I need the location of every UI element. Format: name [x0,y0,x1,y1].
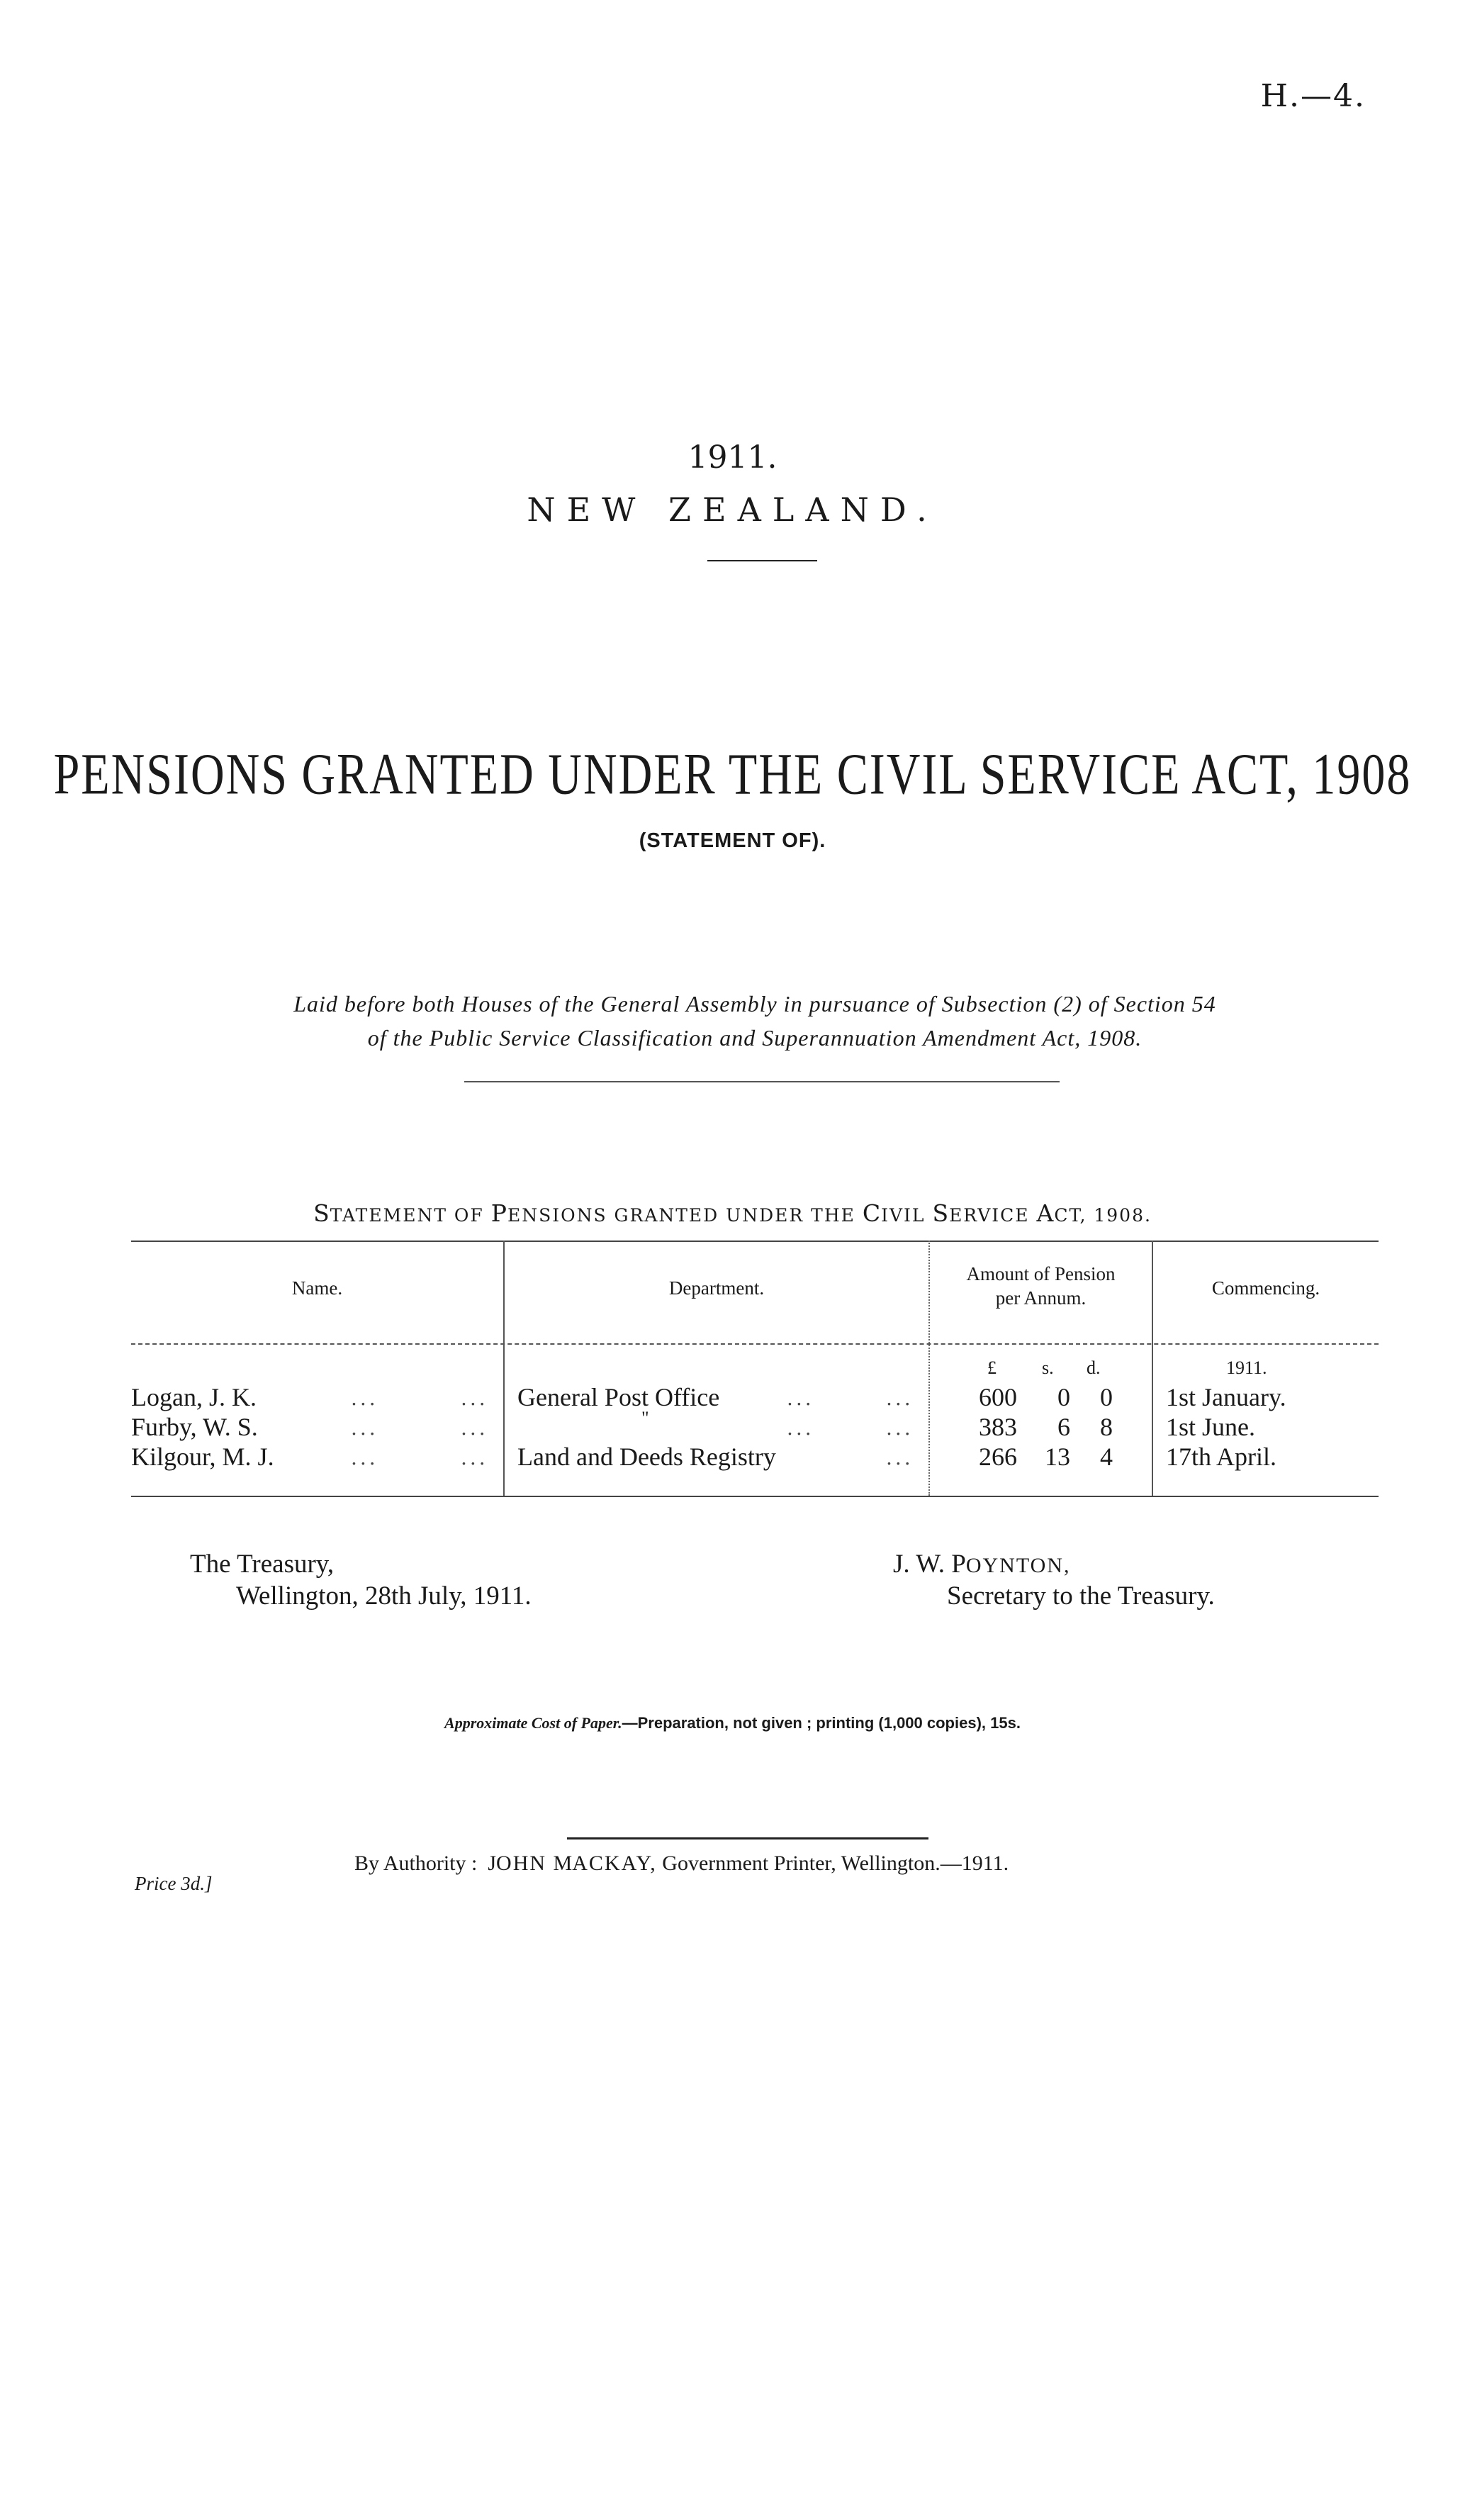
document-subtitle: (STATEMENT OF). [639,829,826,852]
cost-of-paper-note: Approximate Cost of Paper.—Preparation, not given ; printing (1,000 copies), 15s. [444,1714,1021,1732]
unit-pence: d. [1087,1357,1101,1378]
leader-dots: ... [351,1416,378,1440]
price-note: Price 3d.] [135,1873,213,1894]
amount-pounds: 600 [979,1383,1017,1411]
document-title: PENSIONS GRANTED UNDER THE CIVIL SERVICE ACT, 1908 [53,741,1412,807]
commencing-date: 1st January. [1166,1383,1286,1411]
commencing-date: 17th April. [1166,1443,1277,1471]
commencing-date: 1st June. [1166,1413,1255,1441]
leader-dots: ... [461,1387,488,1410]
header-name: Name. [291,1277,343,1299]
table-title: STATEMENT OF PENSIONS GRANTED UNDER THE CIVIL SERVICE ACT, 1908. [313,1199,1152,1227]
country-heading: NEW ZEALAND. [527,491,938,529]
amount-shillings: 6 [1057,1413,1070,1441]
leader-dots: ... [351,1446,378,1469]
header-commencing: Commencing. [1211,1277,1320,1299]
document-reference: H.—4. [1260,78,1366,114]
signature-left-line1: The Treasury, [190,1550,335,1579]
divider [707,560,817,561]
unit-pounds: £ [987,1357,997,1378]
table-top-rule [131,1241,1379,1242]
header-amount: Amount of Pension per Annum. [966,1263,1116,1309]
pensions-table [131,1241,1379,1510]
department: Land and Deeds Registry [517,1443,776,1471]
year-label: 1911. [1226,1357,1267,1378]
unit-shillings: s. [1042,1357,1054,1378]
amount-pence: 4 [1100,1443,1113,1471]
signatory-title: Secretary to the Treasury. [947,1581,1215,1611]
pensioner-name: Kilgour, M. J. [131,1443,274,1471]
leader-dots: ... [787,1387,814,1410]
leader-dots: ... [461,1446,488,1469]
amount-pounds: 266 [979,1443,1017,1471]
pensioner-name: Logan, J. K. [131,1383,257,1411]
table-bottom-rule [131,1496,1379,1497]
signature-left-line2: Wellington, 28th July, 1911. [236,1581,532,1611]
laid-line-1: Laid before both Houses of the General Assembly in pursuance of Subsection (2) of Section 54 [293,991,1216,1017]
header-department: Department. [668,1277,765,1299]
amount-pence: 8 [1100,1413,1113,1441]
amount-pence: 0 [1100,1383,1113,1411]
printer-authority: By Authority : JOHN MACKAY, Government Printer, Wellington.—1911. [354,1852,1009,1875]
department: General Post Office [517,1383,720,1411]
leader-dots: ... [787,1416,814,1440]
amount-pounds: 383 [979,1413,1017,1441]
leader-dots: ... [886,1387,914,1410]
amount-shillings: 0 [1057,1383,1070,1411]
divider [464,1081,1060,1082]
leader-dots: ... [461,1416,488,1440]
signatory-name: J. W. POYNTON, [893,1550,1071,1579]
divider [567,1837,928,1839]
laid-line-2: of the Public Service Classification and Superannuation Amendment Act, 1908. [367,1025,1143,1051]
laid-before-note [131,987,1379,1055]
leader-dots: ... [351,1387,378,1410]
department-ditto: " [641,1408,649,1428]
leader-dots: ... [886,1446,914,1469]
pensioner-name: Furby, W. S. [131,1413,258,1441]
document-year: 1911. [687,439,778,476]
amount-shillings: 13 [1045,1443,1070,1471]
table-header-rule [131,1343,1379,1345]
leader-dots: ... [886,1416,914,1440]
